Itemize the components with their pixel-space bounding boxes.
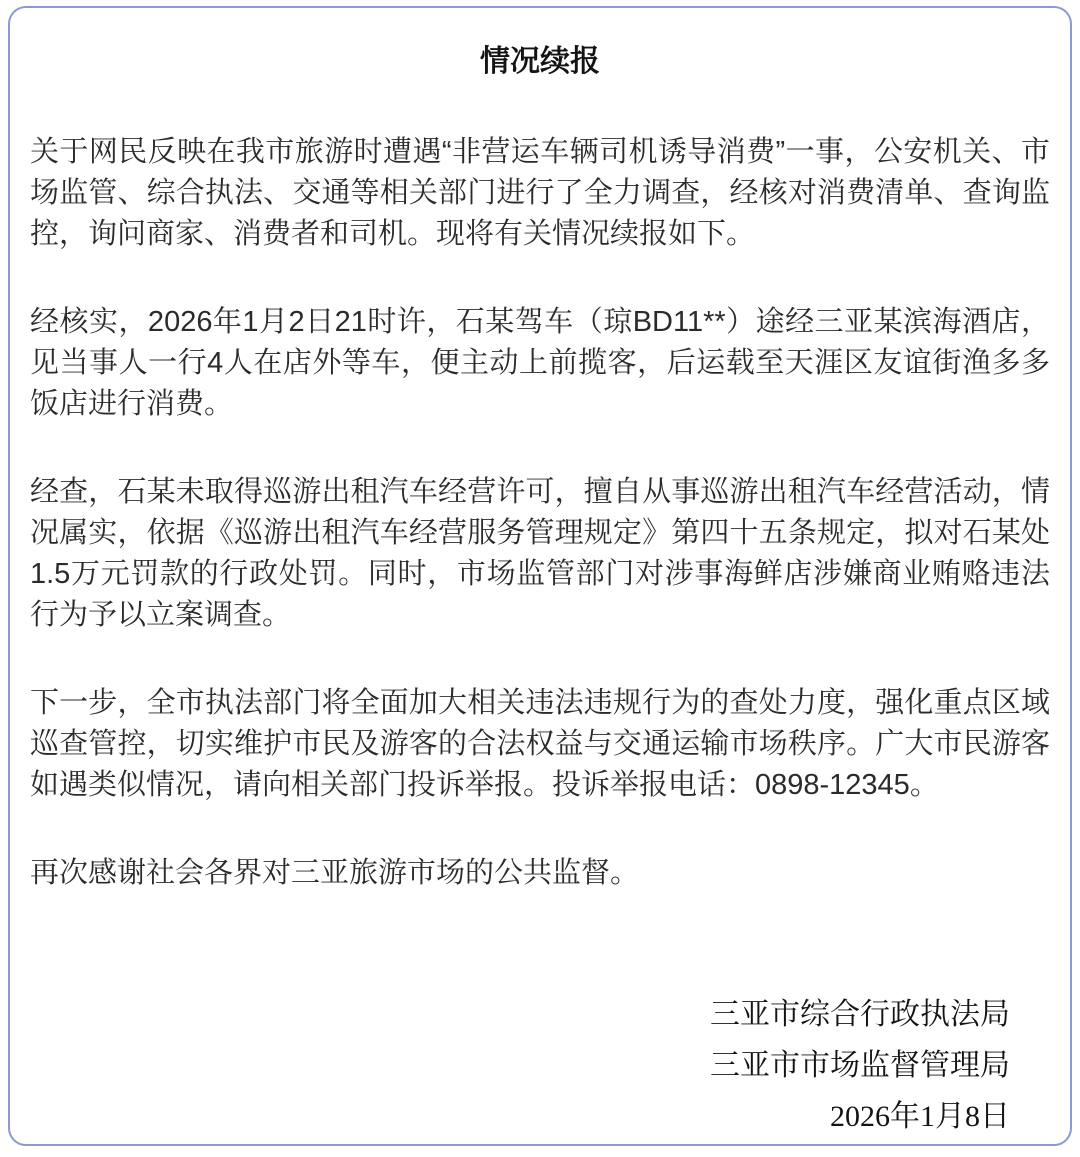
signature-date: 2026年1月8日 bbox=[830, 1100, 1010, 1133]
paragraph-penalty: 经查，石某未取得巡游出租汽车经营许可，擅自从事巡游出租汽车经营活动，情况属实，依据《巡游出租汽车经营服务管理规定》第四十五条规定，拟对石某处1.5万元罚款的行政处罚。同时，市场监管部门对涉事海鲜店涉嫌商业贿赂违法行为予以立案调查。 bbox=[30, 476, 1050, 631]
signature-block bbox=[30, 989, 1050, 1142]
paragraph-next-steps: 下一步，全市执法部门将全面加大相关违法违规行为的查处力度，强化重点区域巡查管控，切实维护市民及游客的合法权益与交通运输市场秩序。广大市民游客如遇类似情况，请向相关部门投诉举报。投诉举报电话：0898-12345。 bbox=[30, 687, 1050, 801]
signing-org-1: 三亚市综合行政执法局 bbox=[710, 998, 1010, 1031]
document-title: 情况续报 bbox=[480, 45, 600, 78]
paragraph-incident-facts: 经核实，2026年1月2日21时许，石某驾车（琼BD11**）途经三亚某滨海酒店，见当事人一行4人在店外等车，便主动上前揽客，后运载至天涯区友谊街渔多多饭店进行消费。 bbox=[30, 306, 1050, 420]
paragraph-thanks: 再次感谢社会各界对三亚旅游市场的公共监督。 bbox=[30, 857, 640, 889]
paragraph-intro: 关于网民反映在我市旅游时遭遇“非营运车辆司机诱导消费”一事，公安机关、市场监管、综合执法、交通等相关部门进行了全力调查，经核对消费清单、查询监控，询问商家、消费者和司机。现将有关情况续报如下。 bbox=[30, 136, 1050, 250]
signing-org-2: 三亚市市场监督管理局 bbox=[710, 1049, 1010, 1082]
notice-document bbox=[8, 6, 1072, 1146]
